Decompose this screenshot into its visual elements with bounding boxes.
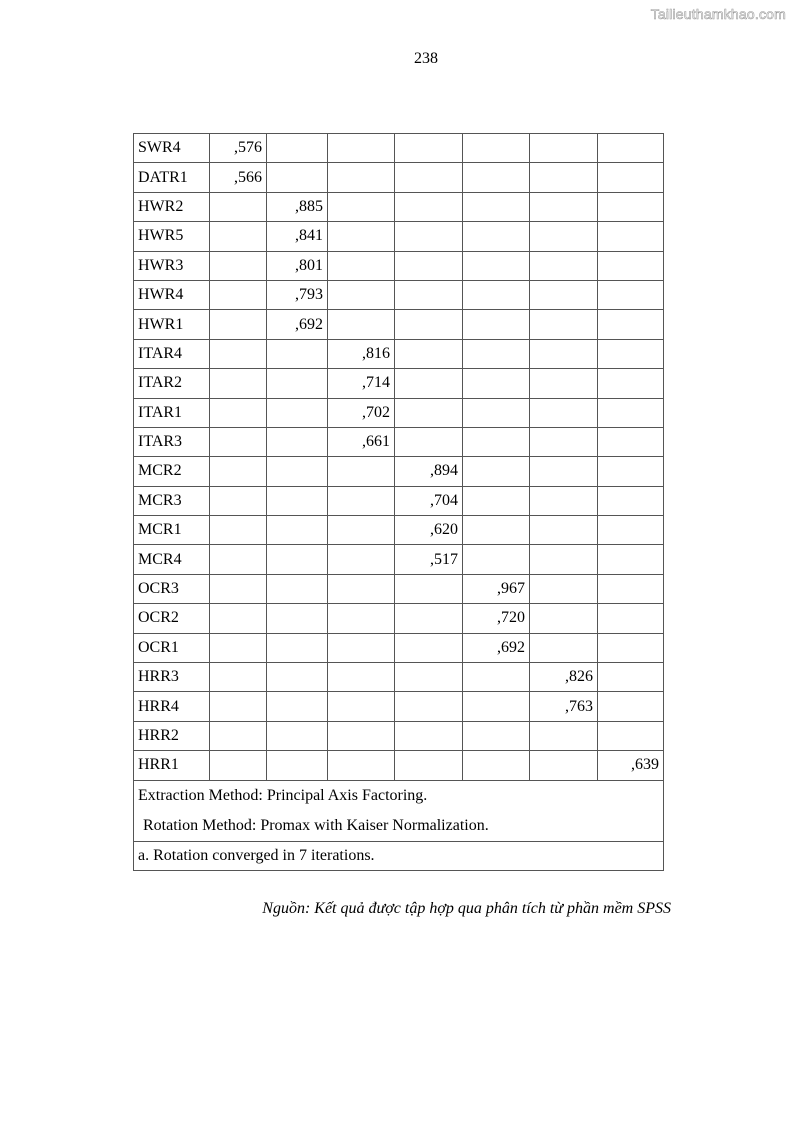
loading-cell — [395, 280, 463, 309]
loading-cell — [598, 163, 664, 192]
table-row — [134, 545, 664, 574]
loading-cell — [598, 134, 664, 163]
loading-cell — [267, 751, 328, 780]
row-label: HRR1 — [134, 751, 210, 780]
loading-cell: ,639 — [598, 751, 664, 780]
watermark: Tailieuthamkhao.com — [650, 6, 786, 22]
loading-cell — [267, 134, 328, 163]
loading-cell — [267, 604, 328, 633]
loading-cell: ,885 — [267, 192, 328, 221]
loading-cell: ,841 — [267, 222, 328, 251]
loading-cell — [530, 721, 598, 750]
loading-cell — [395, 751, 463, 780]
loading-cell — [598, 486, 664, 515]
loading-cell — [530, 192, 598, 221]
row-label: OCR1 — [134, 633, 210, 662]
loading-cell — [530, 516, 598, 545]
loading-cell — [210, 398, 267, 427]
loading-cell — [530, 427, 598, 456]
loading-cell — [598, 280, 664, 309]
loading-cell — [530, 134, 598, 163]
row-label: HWR2 — [134, 192, 210, 221]
table-row — [134, 339, 664, 368]
table-row — [134, 163, 664, 192]
loading-cell — [328, 604, 395, 633]
loading-cell: ,801 — [267, 251, 328, 280]
loading-cell — [267, 692, 328, 721]
table-row — [134, 574, 664, 603]
loading-cell — [328, 192, 395, 221]
loading-cell: ,576 — [210, 134, 267, 163]
note-row-methods — [134, 780, 664, 841]
loading-cell — [598, 427, 664, 456]
row-label: HWR3 — [134, 251, 210, 280]
loading-cell — [210, 574, 267, 603]
loading-cell — [328, 222, 395, 251]
loading-cell: ,894 — [395, 457, 463, 486]
table-row — [134, 633, 664, 662]
loading-cell — [530, 751, 598, 780]
loading-cell — [395, 369, 463, 398]
loading-cell — [395, 163, 463, 192]
loading-cell — [210, 222, 267, 251]
loading-cell — [598, 369, 664, 398]
loading-cell — [463, 516, 530, 545]
loading-cell: ,517 — [395, 545, 463, 574]
table-row — [134, 134, 664, 163]
loading-cell — [395, 427, 463, 456]
loading-cell — [210, 692, 267, 721]
row-label: DATR1 — [134, 163, 210, 192]
loading-cell — [395, 663, 463, 692]
table-row — [134, 310, 664, 339]
loading-cell — [598, 574, 664, 603]
loading-cell — [463, 280, 530, 309]
table-row — [134, 604, 664, 633]
loading-cell — [463, 251, 530, 280]
loading-cell — [267, 721, 328, 750]
loading-cell — [463, 721, 530, 750]
table-row — [134, 486, 664, 515]
row-label: MCR1 — [134, 516, 210, 545]
loading-cell: ,702 — [328, 398, 395, 427]
loading-cell — [463, 192, 530, 221]
loading-cell — [463, 398, 530, 427]
page-number: 238 — [414, 50, 438, 67]
loading-cell — [598, 633, 664, 662]
loading-cell — [530, 545, 598, 574]
loading-cell — [530, 604, 598, 633]
loading-cell — [210, 663, 267, 692]
loading-cell — [395, 692, 463, 721]
loading-cell — [267, 633, 328, 662]
loading-cell — [267, 574, 328, 603]
loading-cell — [328, 280, 395, 309]
loading-cell — [267, 545, 328, 574]
loading-cell — [267, 339, 328, 368]
loading-cell — [395, 398, 463, 427]
note-row-footnote — [134, 841, 664, 870]
loading-cell — [328, 457, 395, 486]
table-row — [134, 369, 664, 398]
loading-cell — [598, 692, 664, 721]
footnote: a. Rotation converged in 7 iterations. — [134, 841, 664, 870]
row-label: ITAR3 — [134, 427, 210, 456]
row-label: OCR2 — [134, 604, 210, 633]
loading-cell: ,763 — [530, 692, 598, 721]
table-row — [134, 427, 664, 456]
loading-cell — [530, 486, 598, 515]
loading-cell — [267, 163, 328, 192]
table-notes — [134, 780, 664, 870]
loading-cell — [395, 310, 463, 339]
loading-cell — [267, 663, 328, 692]
table-row — [134, 280, 664, 309]
loading-cell — [598, 457, 664, 486]
loading-cell — [210, 721, 267, 750]
loading-cell — [530, 310, 598, 339]
loading-cell — [395, 339, 463, 368]
loading-cell: ,566 — [210, 163, 267, 192]
loading-cell — [530, 222, 598, 251]
loading-cell: ,704 — [395, 486, 463, 515]
loading-cell: ,692 — [463, 633, 530, 662]
row-label: ITAR4 — [134, 339, 210, 368]
loading-cell — [598, 251, 664, 280]
loading-cell — [530, 369, 598, 398]
row-label: ITAR1 — [134, 398, 210, 427]
table-row — [134, 692, 664, 721]
loading-cell — [267, 486, 328, 515]
loading-cell — [328, 516, 395, 545]
loading-cell — [210, 339, 267, 368]
table-row — [134, 398, 664, 427]
loading-cell — [328, 134, 395, 163]
loading-cell: ,816 — [328, 339, 395, 368]
loading-cell — [463, 486, 530, 515]
loading-cell: ,826 — [530, 663, 598, 692]
loading-cell — [530, 163, 598, 192]
loading-cell — [395, 192, 463, 221]
loading-cell — [530, 251, 598, 280]
loading-cell — [328, 663, 395, 692]
row-label: HWR5 — [134, 222, 210, 251]
loading-cell: ,714 — [328, 369, 395, 398]
loading-cell — [463, 310, 530, 339]
loading-cell — [463, 369, 530, 398]
loading-cell — [210, 516, 267, 545]
loading-cell — [395, 222, 463, 251]
loading-cell — [463, 134, 530, 163]
row-label: OCR3 — [134, 574, 210, 603]
table-row — [134, 663, 664, 692]
loading-cell — [598, 398, 664, 427]
loading-cell — [598, 192, 664, 221]
loading-cell — [395, 721, 463, 750]
loading-cell — [598, 663, 664, 692]
loading-cell — [210, 604, 267, 633]
loading-cell — [210, 751, 267, 780]
loading-cell — [210, 251, 267, 280]
row-label: HRR3 — [134, 663, 210, 692]
table-row — [134, 222, 664, 251]
loading-cell — [328, 310, 395, 339]
loading-cell — [530, 339, 598, 368]
row-label: SWR4 — [134, 134, 210, 163]
loading-cell — [463, 163, 530, 192]
table-row — [134, 721, 664, 750]
source-note: Nguồn: Kết quả được tập hợp qua phân tích từ phần mềm SPSS — [262, 900, 671, 917]
loading-cell: ,720 — [463, 604, 530, 633]
loading-cell — [328, 692, 395, 721]
loading-cell — [463, 427, 530, 456]
row-label: MCR4 — [134, 545, 210, 574]
loading-cell — [210, 633, 267, 662]
loading-cell — [598, 339, 664, 368]
loading-cell — [463, 222, 530, 251]
loading-cell — [598, 604, 664, 633]
loading-cell — [598, 222, 664, 251]
loading-cell — [328, 633, 395, 662]
loading-cell — [267, 369, 328, 398]
loading-cell — [463, 339, 530, 368]
row-label: MCR3 — [134, 486, 210, 515]
loading-cell — [328, 486, 395, 515]
row-label: HRR2 — [134, 721, 210, 750]
loading-cell — [395, 604, 463, 633]
loading-cell — [267, 398, 328, 427]
table-row — [134, 457, 664, 486]
extraction-method: Extraction Method: Principal Axis Factoring. — [138, 786, 428, 804]
loading-cell — [530, 457, 598, 486]
loading-cell — [530, 633, 598, 662]
loading-cell — [598, 545, 664, 574]
loading-cell — [210, 369, 267, 398]
loading-cell — [530, 574, 598, 603]
row-label: HRR4 — [134, 692, 210, 721]
loading-cell — [598, 310, 664, 339]
loading-cell: ,620 — [395, 516, 463, 545]
loading-cell — [463, 751, 530, 780]
loading-cell — [328, 251, 395, 280]
row-label: HWR1 — [134, 310, 210, 339]
loading-cell — [210, 310, 267, 339]
row-label: MCR2 — [134, 457, 210, 486]
loading-cell — [210, 192, 267, 221]
loading-cell — [328, 721, 395, 750]
loading-cell: ,793 — [267, 280, 328, 309]
loading-cell — [463, 663, 530, 692]
loading-cell — [598, 721, 664, 750]
loading-cell: ,967 — [463, 574, 530, 603]
loading-cell — [267, 427, 328, 456]
loading-cell — [598, 516, 664, 545]
loading-cell — [530, 280, 598, 309]
loading-cell — [395, 574, 463, 603]
row-label: HWR4 — [134, 280, 210, 309]
loading-cell — [210, 486, 267, 515]
loading-cell — [530, 398, 598, 427]
loading-cell — [395, 251, 463, 280]
loading-cell: ,692 — [267, 310, 328, 339]
loading-cell — [267, 516, 328, 545]
table-row — [134, 251, 664, 280]
loading-cell — [395, 633, 463, 662]
loading-cell — [463, 692, 530, 721]
loading-cell — [328, 574, 395, 603]
pattern-matrix-table — [133, 133, 664, 871]
table-row — [134, 192, 664, 221]
loading-cell — [328, 163, 395, 192]
methods-cell — [134, 780, 664, 841]
loading-cell — [328, 751, 395, 780]
loading-cell — [210, 545, 267, 574]
row-label: ITAR2 — [134, 369, 210, 398]
loading-cell — [267, 457, 328, 486]
loading-cell — [210, 427, 267, 456]
loading-cell — [395, 134, 463, 163]
loading-cell — [210, 280, 267, 309]
loading-cell — [328, 545, 395, 574]
loading-cell — [463, 545, 530, 574]
loading-cell: ,661 — [328, 427, 395, 456]
table-body — [134, 134, 664, 781]
loading-cell — [463, 457, 530, 486]
loading-cell — [210, 457, 267, 486]
table-row — [134, 516, 664, 545]
table-row — [134, 751, 664, 780]
rotation-method: Rotation Method: Promax with Kaiser Normalization. — [143, 816, 489, 834]
